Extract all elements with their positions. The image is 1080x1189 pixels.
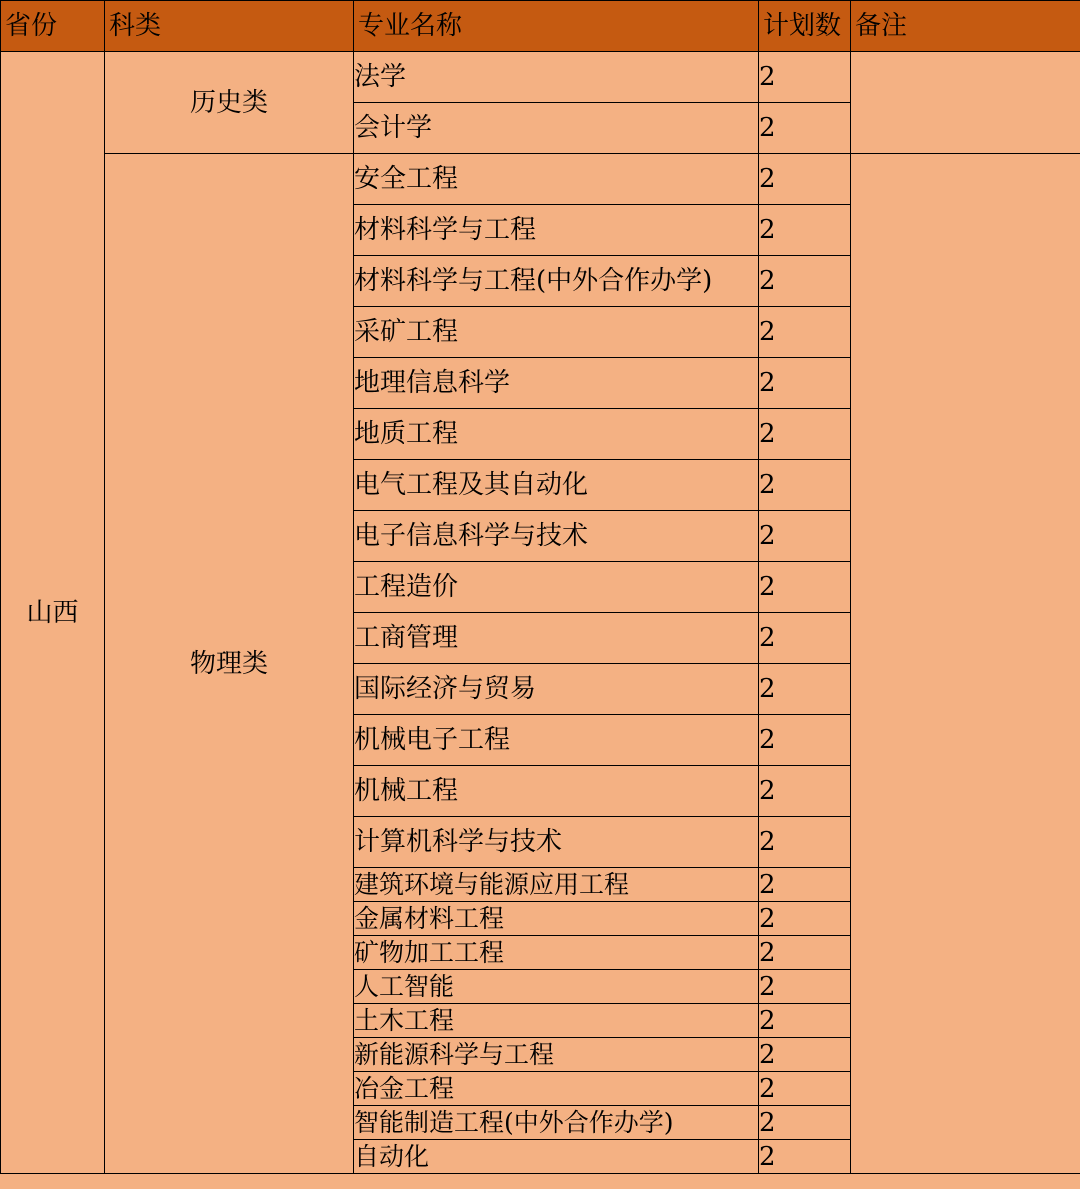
note-cell[interactable] [851, 154, 1080, 1174]
plan-count-cell[interactable]: 2 [759, 1072, 851, 1106]
header-plan[interactable]: 计划数 [759, 1, 851, 52]
major-cell[interactable]: 工程造价 [354, 562, 759, 613]
plan-count-cell[interactable]: 2 [759, 664, 851, 715]
plan-count-cell[interactable]: 2 [759, 1038, 851, 1072]
plan-count-cell[interactable]: 2 [759, 256, 851, 307]
plan-count-cell[interactable]: 2 [759, 936, 851, 970]
plan-count-cell[interactable]: 2 [759, 562, 851, 613]
header-major[interactable]: 专业名称 [354, 1, 759, 52]
table-body [1, 52, 1080, 1174]
major-cell[interactable]: 自动化 [354, 1140, 759, 1174]
major-cell[interactable]: 电气工程及其自动化 [354, 460, 759, 511]
major-cell[interactable]: 新能源科学与工程 [354, 1038, 759, 1072]
plan-count-cell[interactable]: 2 [759, 1106, 851, 1140]
plan-count-cell[interactable]: 2 [759, 511, 851, 562]
major-cell[interactable]: 矿物加工工程 [354, 936, 759, 970]
plan-count-cell[interactable]: 2 [759, 205, 851, 256]
major-cell[interactable]: 金属材料工程 [354, 902, 759, 936]
major-cell[interactable]: 会计学 [354, 103, 759, 154]
plan-count-cell[interactable]: 2 [759, 358, 851, 409]
major-cell[interactable]: 材料科学与工程(中外合作办学) [354, 256, 759, 307]
table-row [1, 154, 1080, 205]
plan-count-cell[interactable]: 2 [759, 1140, 851, 1174]
subject-cell[interactable]: 物理类 [105, 154, 354, 1174]
table-row [1, 52, 1080, 103]
plan-count-cell[interactable]: 2 [759, 715, 851, 766]
major-cell[interactable]: 材料科学与工程 [354, 205, 759, 256]
header-note[interactable]: 备注 [851, 1, 1080, 52]
major-cell[interactable]: 地质工程 [354, 409, 759, 460]
header-row [1, 1, 1080, 52]
major-cell[interactable]: 人工智能 [354, 970, 759, 1004]
major-cell[interactable]: 机械电子工程 [354, 715, 759, 766]
plan-count-cell[interactable]: 2 [759, 868, 851, 902]
major-cell[interactable]: 智能制造工程(中外合作办学) [354, 1106, 759, 1140]
plan-count-cell[interactable]: 2 [759, 1004, 851, 1038]
major-cell[interactable]: 采矿工程 [354, 307, 759, 358]
plan-count-cell[interactable]: 2 [759, 154, 851, 205]
note-cell[interactable] [851, 52, 1080, 154]
province-cell[interactable]: 山西 [1, 52, 105, 1174]
header-subject[interactable]: 科类 [105, 1, 354, 52]
plan-count-cell[interactable]: 2 [759, 970, 851, 1004]
plan-count-cell[interactable]: 2 [759, 902, 851, 936]
major-cell[interactable]: 地理信息科学 [354, 358, 759, 409]
major-cell[interactable]: 法学 [354, 52, 759, 103]
major-cell[interactable]: 土木工程 [354, 1004, 759, 1038]
major-cell[interactable]: 安全工程 [354, 154, 759, 205]
plan-count-cell[interactable]: 2 [759, 460, 851, 511]
major-cell[interactable]: 计算机科学与技术 [354, 817, 759, 868]
major-cell[interactable]: 工商管理 [354, 613, 759, 664]
major-cell[interactable]: 冶金工程 [354, 1072, 759, 1106]
plan-count-cell[interactable]: 2 [759, 52, 851, 103]
plan-count-cell[interactable]: 2 [759, 766, 851, 817]
plan-count-cell[interactable]: 2 [759, 307, 851, 358]
major-cell[interactable]: 电子信息科学与技术 [354, 511, 759, 562]
plan-count-cell[interactable]: 2 [759, 817, 851, 868]
major-cell[interactable]: 国际经济与贸易 [354, 664, 759, 715]
subject-cell[interactable]: 历史类 [105, 52, 354, 154]
major-cell[interactable]: 建筑环境与能源应用工程 [354, 868, 759, 902]
plan-count-cell[interactable]: 2 [759, 103, 851, 154]
plan-count-cell[interactable]: 2 [759, 409, 851, 460]
header-province[interactable]: 省份 [1, 1, 105, 52]
plan-count-cell[interactable]: 2 [759, 613, 851, 664]
major-cell[interactable]: 机械工程 [354, 766, 759, 817]
